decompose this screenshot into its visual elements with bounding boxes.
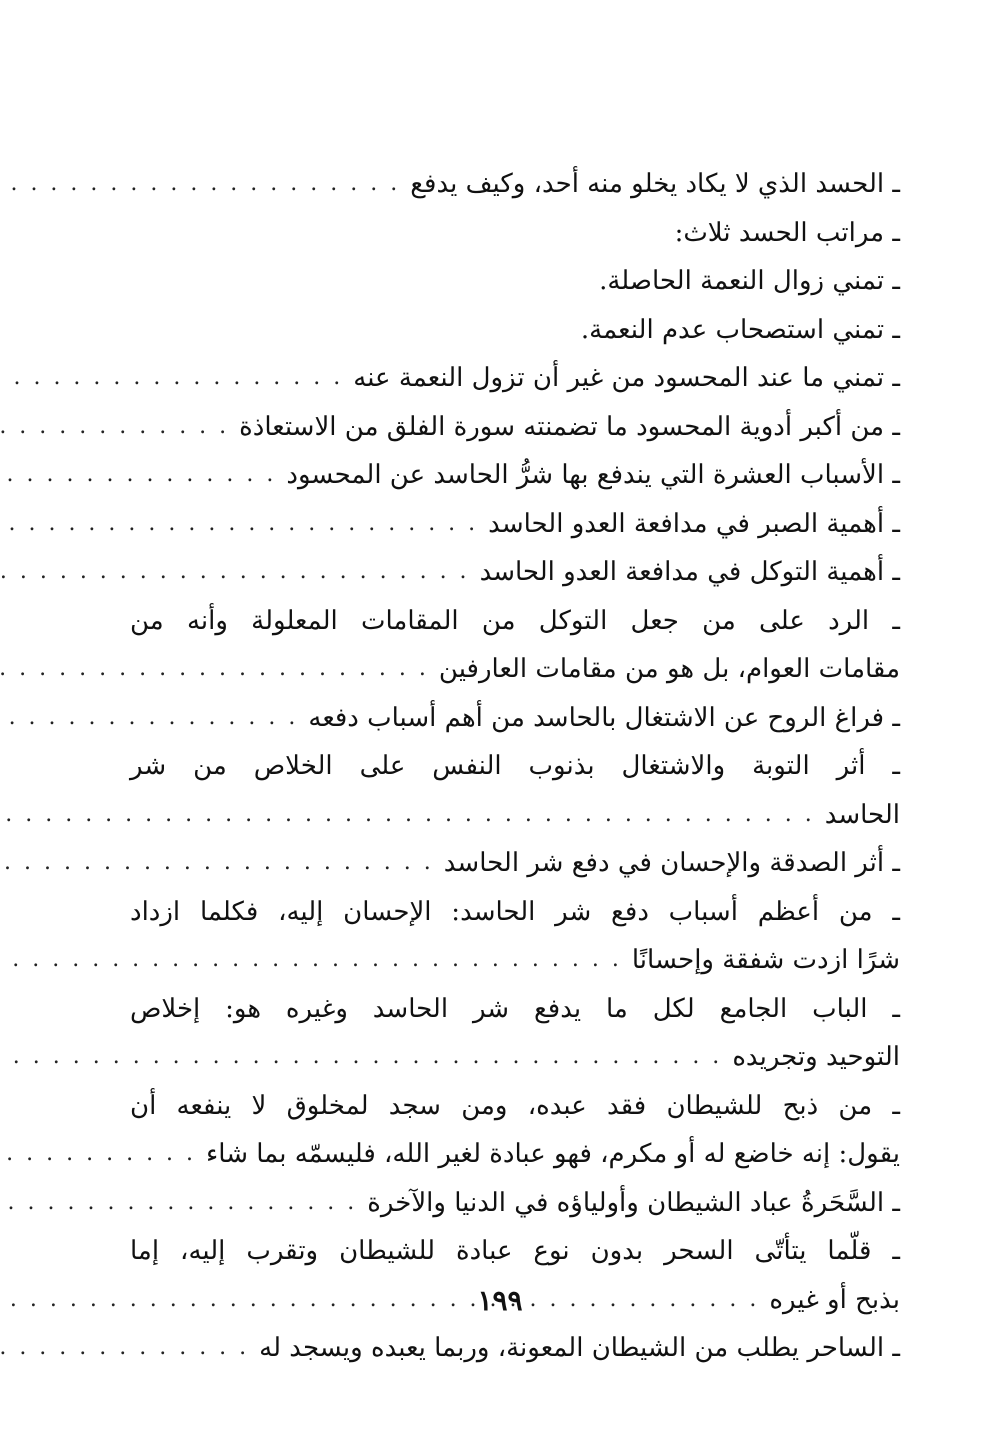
index-entry: [130, 306, 900, 355]
index-entry: [130, 985, 900, 1034]
index-entry: [130, 888, 900, 937]
index-entry: [130, 1130, 900, 1179]
index-entry-text: ـ تمني زوال النعمة الحاصلة.: [599, 266, 900, 296]
leader-dots: [0, 451, 286, 500]
index-entry-text: بذبح أو غيره: [769, 1284, 900, 1315]
index-entry-text: ـ أثر الصدقة والإحسان في دفع شر الحاسد: [443, 848, 900, 878]
index-entry: [130, 1033, 900, 1082]
index-entry: [130, 936, 900, 985]
index-entry: [130, 742, 900, 791]
index-entry-text: ـ السَّحَرةُ عباد الشيطان وأولياؤه في الدنيا والآخرة: [367, 1187, 900, 1218]
leader-dots: [0, 354, 353, 403]
index-entry-text: ـ أهمية الصبر في مدافعة العدو الحاسد: [488, 508, 900, 539]
leader-dots: [0, 160, 410, 209]
index-entry-text: التوحيد وتجريده: [732, 1042, 900, 1072]
leader-dots: [0, 694, 308, 743]
index-entry: [130, 1179, 900, 1228]
index-entry-text: ـ تمني استصحاب عدم النعمة.: [580, 314, 900, 345]
index-entry-text: ـ الباب الجامع لكل ما يدفع شر الحاسد وغيره هو: إخلاص: [130, 993, 900, 1024]
index-entry-text: ـ مراتب الحسد ثلاث:: [674, 217, 900, 248]
index-entry-text: ـ الأسباب العشرة التي يندفع بها شرُّ الحاسد عن المحسود: [286, 460, 900, 490]
index-entry-text: ـ فراغ الروح عن الاشتغال بالحاسد من أهم أسباب دفعه: [308, 702, 900, 733]
index-entry: [130, 354, 900, 403]
leader-dots: [0, 1179, 367, 1228]
index-entry-text: ـ من أكبر أدوية المحسود ما تضمنته سورة الفلق من الاستعاذة: [239, 411, 900, 442]
leader-dots: [0, 1033, 732, 1082]
index-list: [130, 160, 900, 1373]
index-entry: [130, 1082, 900, 1131]
index-entry-text: مقامات العوام، بل هو من مقامات العارفين: [438, 654, 900, 684]
index-entry: [130, 694, 900, 743]
index-entry: [130, 257, 900, 306]
index-entry: [130, 403, 900, 452]
index-entry-text: الحاسد: [824, 799, 900, 830]
index-entry: [130, 645, 900, 694]
index-entry-text: ـ أثر التوبة والاشتغال بذنوب النفس على الخلاص من شر: [130, 751, 900, 781]
index-entry: [130, 1227, 900, 1276]
leader-dots: [0, 403, 239, 452]
index-entry: [130, 548, 900, 597]
index-entry-text: ـ الحسد الذي لا يكاد يخلو منه أحد، وكيف يدفع: [410, 169, 900, 199]
leader-dots: [0, 1130, 206, 1179]
leader-dots: [0, 645, 439, 694]
index-entry-text: ـ أهمية التوكل في مدافعة العدو الحاسد: [479, 557, 900, 587]
index-entry-text: ـ من أعظم أسباب دفع شر الحاسد: الإحسان إليه، فكلما ازداد: [130, 896, 900, 927]
index-entry-text: ـ من ذبح للشيطان فقد عبده، ومن سجد لمخلوق لا ينفعه أن: [130, 1090, 900, 1121]
index-entry: [130, 451, 900, 500]
index-entry: [130, 500, 900, 549]
page-number: ١٩٩: [477, 1284, 523, 1317]
leader-dots: [0, 839, 444, 888]
index-entry: [130, 160, 900, 209]
index-entry: [130, 597, 900, 646]
index-entry-text: يقول: إنه خاضع له أو مكرم، فهو عبادة لغير الله، فليسمّه بما شاء: [206, 1139, 900, 1169]
index-entry: [130, 1324, 900, 1373]
index-entry-text: ـ قلّما يتأتّى السحر بدون نوع عبادة للشيطان وتقرب إليه، إما: [130, 1236, 900, 1266]
leader-dots: [0, 936, 632, 985]
leader-dots: [0, 1324, 259, 1373]
index-entry-text: ـ تمني ما عند المحسود من غير أن تزول النعمة عنه: [353, 363, 900, 393]
leader-dots: [0, 500, 488, 549]
index-entry-text: شرًا ازدت شفقة وإحسانًا: [631, 945, 900, 975]
index-entry: [130, 209, 900, 258]
leader-dots: [0, 548, 480, 597]
index-entry-text: ـ الساحر يطلب من الشيطان المعونة، وربما يعبده ويسجد له: [259, 1333, 900, 1363]
index-entry: [130, 791, 900, 840]
index-entry-text: ـ الرد على من جعل التوكل من المقامات المعلولة وأنه من: [130, 605, 900, 636]
leader-dots: [0, 791, 825, 840]
index-entry: [130, 839, 900, 888]
